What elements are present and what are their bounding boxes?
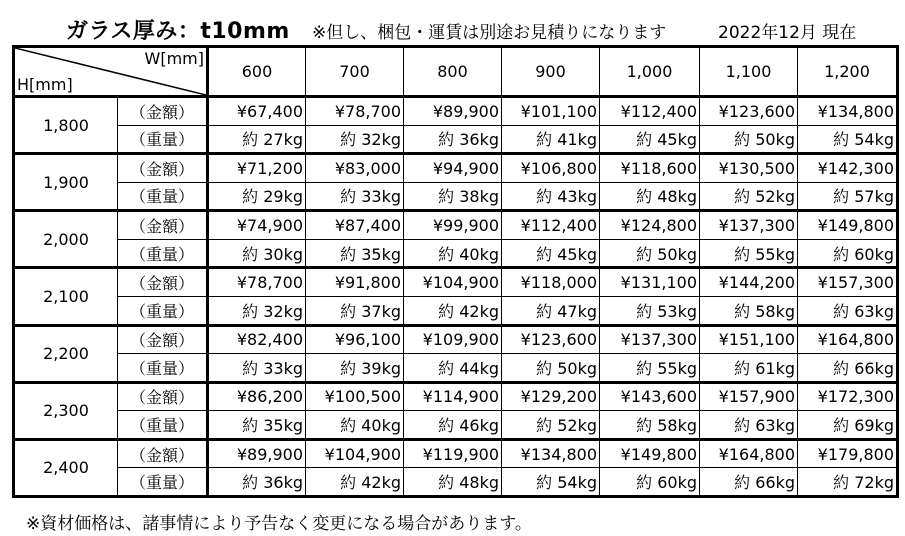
weight-cell: 約 57kg: [798, 182, 898, 211]
weight-cell: 約 55kg: [700, 239, 798, 268]
weight-row: [14, 468, 898, 497]
price-cell: ¥118,600: [600, 154, 700, 183]
width-header: 1,000: [600, 47, 700, 97]
width-header: 1,200: [798, 47, 898, 97]
weight-cell: 約 61kg: [700, 354, 798, 383]
weight-cell: 約 52kg: [502, 411, 600, 440]
price-cell: ¥123,600: [700, 97, 798, 126]
height-value: 2,000: [14, 211, 118, 268]
price-label: （金額）: [118, 211, 208, 240]
weight-row: [14, 354, 898, 383]
weight-cell: 約 48kg: [404, 468, 502, 497]
weight-cell: 約 37kg: [306, 296, 404, 325]
weight-cell: 約 50kg: [502, 354, 600, 383]
weight-cell: 約 36kg: [404, 125, 502, 154]
weight-cell: 約 29kg: [208, 182, 306, 211]
price-cell: ¥164,800: [798, 325, 898, 354]
price-cell: ¥104,900: [404, 268, 502, 297]
price-cell: ¥89,900: [404, 97, 502, 126]
weight-cell: 約 52kg: [700, 182, 798, 211]
weight-cell: 約 47kg: [502, 296, 600, 325]
weight-row: [14, 182, 898, 211]
width-header: 600: [208, 47, 306, 97]
price-cell: ¥74,900: [208, 211, 306, 240]
weight-cell: 約 45kg: [600, 125, 700, 154]
price-cell: ¥179,800: [798, 439, 898, 468]
weight-cell: 約 50kg: [600, 239, 700, 268]
price-cell: ¥124,800: [600, 211, 700, 240]
price-cell: ¥137,300: [700, 211, 798, 240]
price-cell: ¥151,100: [700, 325, 798, 354]
price-cell: ¥106,800: [502, 154, 600, 183]
price-cell: ¥71,200: [208, 154, 306, 183]
weight-cell: 約 42kg: [404, 296, 502, 325]
price-cell: ¥149,800: [798, 211, 898, 240]
weight-label: （重量）: [118, 239, 208, 268]
height-value: 1,800: [14, 97, 118, 154]
weight-cell: 約 35kg: [208, 411, 306, 440]
weight-label: （重量）: [118, 411, 208, 440]
price-cell: ¥130,500: [700, 154, 798, 183]
weight-row: [14, 296, 898, 325]
price-cell: ¥83,000: [306, 154, 404, 183]
height-value: 2,200: [14, 325, 118, 382]
shipping-note: ※但し、梱包・運賃は別途お見積りになります: [312, 23, 667, 43]
weight-label: （重量）: [118, 296, 208, 325]
price-cell: ¥143,600: [600, 382, 700, 411]
weight-cell: 約 58kg: [600, 411, 700, 440]
width-header: 1,100: [700, 47, 798, 97]
price-table-body: [14, 97, 898, 497]
price-cell: ¥144,200: [700, 268, 798, 297]
width-header: 900: [502, 47, 600, 97]
price-label: （金額）: [118, 382, 208, 411]
weight-cell: 約 60kg: [798, 239, 898, 268]
price-row: [14, 439, 898, 468]
weight-cell: 約 53kg: [600, 296, 700, 325]
price-cell: ¥172,300: [798, 382, 898, 411]
price-label: （金額）: [118, 154, 208, 183]
height-value: 2,400: [14, 439, 118, 496]
price-cell: ¥142,300: [798, 154, 898, 183]
price-cell: ¥137,300: [600, 325, 700, 354]
weight-cell: 約 66kg: [798, 354, 898, 383]
price-row: [14, 268, 898, 297]
header-row: [14, 47, 898, 97]
price-cell: ¥104,900: [306, 439, 404, 468]
width-header: 700: [306, 47, 404, 97]
price-label: （金額）: [118, 325, 208, 354]
price-cell: ¥87,400: [306, 211, 404, 240]
price-cell: ¥89,900: [208, 439, 306, 468]
price-cell: ¥94,900: [404, 154, 502, 183]
price-cell: ¥164,800: [700, 439, 798, 468]
price-table: [12, 45, 899, 498]
weight-cell: 約 66kg: [700, 468, 798, 497]
price-row: [14, 325, 898, 354]
weight-cell: 約 36kg: [208, 468, 306, 497]
page-header: [0, 14, 905, 44]
footnote: ※資材価格は、諸事情により予告なく変更になる場合があります。: [26, 514, 532, 534]
price-cell: ¥101,100: [502, 97, 600, 126]
price-label: （金額）: [118, 268, 208, 297]
height-value: 2,100: [14, 268, 118, 325]
page-title: ガラス厚み：t10mm: [66, 19, 290, 44]
weight-row: [14, 239, 898, 268]
weight-cell: 約 39kg: [306, 354, 404, 383]
price-cell: ¥112,400: [502, 211, 600, 240]
weight-cell: 約 27kg: [208, 125, 306, 154]
weight-cell: 約 38kg: [404, 182, 502, 211]
weight-row: [14, 125, 898, 154]
weight-cell: 約 30kg: [208, 239, 306, 268]
weight-cell: 約 63kg: [798, 296, 898, 325]
weight-cell: 約 63kg: [700, 411, 798, 440]
weight-row: [14, 411, 898, 440]
height-value: 2,300: [14, 382, 118, 439]
price-cell: ¥119,900: [404, 439, 502, 468]
weight-label: （重量）: [118, 125, 208, 154]
corner-cell: [14, 47, 208, 97]
weight-cell: 約 42kg: [306, 468, 404, 497]
price-row: [14, 97, 898, 126]
price-label: （金額）: [118, 97, 208, 126]
weight-cell: 約 58kg: [700, 296, 798, 325]
weight-cell: 約 40kg: [404, 239, 502, 268]
price-cell: ¥78,700: [306, 97, 404, 126]
price-cell: ¥134,800: [798, 97, 898, 126]
price-cell: ¥129,200: [502, 382, 600, 411]
weight-cell: 約 60kg: [600, 468, 700, 497]
price-label: （金額）: [118, 439, 208, 468]
height-value: 1,900: [14, 154, 118, 211]
price-cell: ¥157,900: [700, 382, 798, 411]
weight-cell: 約 54kg: [798, 125, 898, 154]
weight-cell: 約 32kg: [306, 125, 404, 154]
price-cell: ¥131,100: [600, 268, 700, 297]
price-cell: ¥112,400: [600, 97, 700, 126]
width-axis-label: W[mm]: [144, 49, 204, 68]
weight-label: （重量）: [118, 354, 208, 383]
price-row: [14, 211, 898, 240]
weight-cell: 約 54kg: [502, 468, 600, 497]
price-cell: ¥118,000: [502, 268, 600, 297]
price-cell: ¥123,600: [502, 325, 600, 354]
weight-cell: 約 69kg: [798, 411, 898, 440]
price-cell: ¥99,900: [404, 211, 502, 240]
weight-label: （重量）: [118, 182, 208, 211]
price-cell: ¥157,300: [798, 268, 898, 297]
price-cell: ¥67,400: [208, 97, 306, 126]
weight-label: （重量）: [118, 468, 208, 497]
weight-cell: 約 48kg: [600, 182, 700, 211]
price-cell: ¥78,700: [208, 268, 306, 297]
price-cell: ¥96,100: [306, 325, 404, 354]
weight-cell: 約 45kg: [502, 239, 600, 268]
weight-cell: 約 46kg: [404, 411, 502, 440]
price-cell: ¥100,500: [306, 382, 404, 411]
price-cell: ¥149,800: [600, 439, 700, 468]
price-cell: ¥109,900: [404, 325, 502, 354]
height-axis-label: H[mm]: [17, 75, 73, 94]
width-header: 800: [404, 47, 502, 97]
weight-cell: 約 32kg: [208, 296, 306, 325]
price-cell: ¥134,800: [502, 439, 600, 468]
weight-cell: 約 40kg: [306, 411, 404, 440]
as-of-date: 2022年12月 現在: [718, 23, 857, 43]
weight-cell: 約 55kg: [600, 354, 700, 383]
weight-cell: 約 50kg: [700, 125, 798, 154]
weight-cell: 約 35kg: [306, 239, 404, 268]
weight-cell: 約 33kg: [208, 354, 306, 383]
price-row: [14, 154, 898, 183]
weight-cell: 約 44kg: [404, 354, 502, 383]
price-cell: ¥86,200: [208, 382, 306, 411]
price-row: [14, 382, 898, 411]
weight-cell: 約 41kg: [502, 125, 600, 154]
price-cell: ¥82,400: [208, 325, 306, 354]
price-cell: ¥114,900: [404, 382, 502, 411]
weight-cell: 約 33kg: [306, 182, 404, 211]
price-cell: ¥91,800: [306, 268, 404, 297]
weight-cell: 約 43kg: [502, 182, 600, 211]
weight-cell: 約 72kg: [798, 468, 898, 497]
